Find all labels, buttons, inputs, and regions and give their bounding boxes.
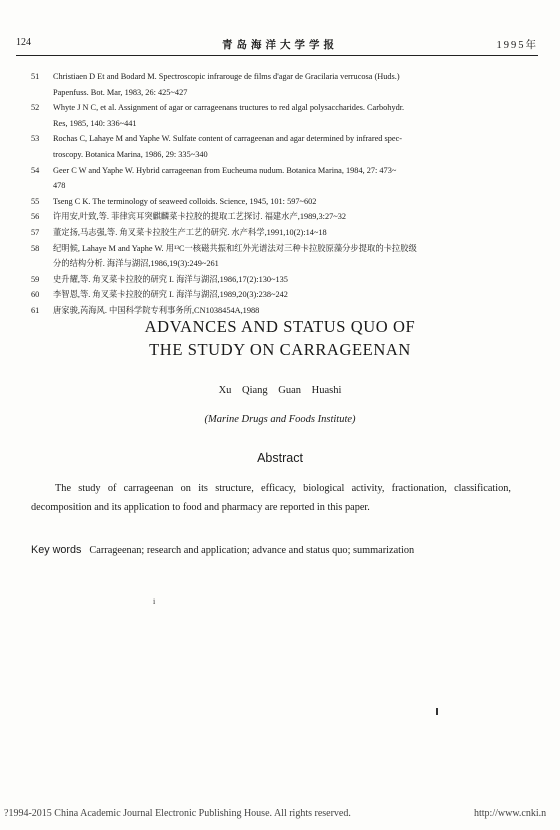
reference-item bbox=[31, 163, 521, 194]
keywords-label: Key words bbox=[31, 544, 82, 556]
reference-item bbox=[31, 241, 521, 272]
authors: Xu Qiang Guan Huashi bbox=[218, 385, 342, 396]
reference-text: 李智恩,等. 角叉菜卡拉胶的研究 I. 海洋与湖沼,1989,20(3):238~242 bbox=[53, 290, 288, 300]
reference-number: 60 bbox=[31, 290, 40, 300]
reference-text: 唐家骏,芮海风. 中国科学院专利事务所,CN1038454A,1988 bbox=[53, 305, 260, 315]
footer-url: http://www.cnki.n bbox=[474, 808, 547, 819]
reference-number: 51 bbox=[31, 72, 40, 81]
stray-tick bbox=[436, 708, 438, 715]
reference-list bbox=[31, 69, 521, 319]
journal-name: 青岛海洋大学学报 bbox=[222, 39, 338, 51]
keywords-text: Carrageenan; research and application; advance and status quo; summarization bbox=[89, 545, 415, 556]
reference-text: 史升耀,等. 角叉菜卡拉胶的研究 I. 海洋与湖沼,1986,17(2):130~135 bbox=[53, 274, 288, 284]
keywords bbox=[31, 541, 511, 560]
reference-text: 许用安,叶致,等. 菲律宾耳突麒麟菜卡拉胶的提取工艺探讨. 福建水产,1989,3:27~32 bbox=[53, 212, 347, 222]
copyright-footer bbox=[4, 808, 560, 819]
reference-text: 纪明候, Lahaye M and Yaphe W. 用¹³C一核磁共振和红外光谱法对三种卡拉胶原藻分步提取的卡拉胶级 bbox=[53, 243, 417, 253]
reference-number: 55 bbox=[31, 196, 40, 206]
header-rule bbox=[16, 55, 538, 56]
reference-text: Rochas C, Lahaye M and Yaphe W. Sulfate content of carrageenan and agar determined by infrared spec- bbox=[53, 134, 403, 144]
reference-text-continued: troscopy. Botanica Marina, 1986, 29: 335~340 bbox=[53, 149, 208, 159]
reference-item bbox=[31, 225, 521, 241]
reference-text-continued: 分的结构分析. 海洋与湖沼,1986,19(3):249~261 bbox=[53, 259, 219, 269]
reference-number: 58 bbox=[31, 243, 40, 253]
reference-text-continued: 478 bbox=[53, 181, 66, 191]
affiliation: (Marine Drugs and Foods Institute) bbox=[204, 414, 356, 425]
running-header bbox=[16, 37, 544, 53]
footer-copyright: ?1994-2015 China Academic Journal Electronic Publishing House. All rights reserved. bbox=[4, 808, 351, 819]
abstract-heading: Abstract bbox=[257, 451, 303, 465]
reference-number: 52 bbox=[31, 103, 40, 113]
reference-number: 53 bbox=[31, 134, 40, 144]
reference-text: 董定扬,马志强,等. 角叉菜卡拉胶生产工艺的研究. 水产科学,1991,10(2):14~18 bbox=[53, 227, 327, 237]
reference-item bbox=[31, 131, 521, 162]
reference-text: Geer C W and Yaphe W. Hybrid carrageenan from Eucheuma nudum. Botanica Marina, 1984, 27: 473~ bbox=[53, 165, 397, 175]
reference-number: 54 bbox=[31, 165, 40, 175]
reference-item bbox=[31, 69, 521, 100]
reference-item bbox=[31, 287, 521, 303]
stray-mark: i bbox=[153, 597, 156, 606]
reference-number: 59 bbox=[31, 274, 40, 284]
page-number: 124 bbox=[16, 37, 31, 48]
title-line-2: THE STUDY ON CARRAGEENAN bbox=[149, 340, 411, 359]
reference-item bbox=[31, 209, 521, 225]
title-line-1: ADVANCES AND STATUS QUO OF bbox=[144, 317, 416, 336]
reference-number: 57 bbox=[31, 227, 40, 237]
abstract-body: The study of carrageenan on its structure, efficacy, biological activity, fractionation, classification, decomposition and its application to food and pharmacy are reported in this paper. bbox=[31, 483, 511, 513]
reference-text-continued: Res, 1985, 140: 336~441 bbox=[53, 118, 137, 128]
reference-item bbox=[31, 194, 521, 210]
paper-title bbox=[0, 315, 560, 361]
publication-year: 1995年 bbox=[496, 40, 538, 51]
reference-text: Tseng C K. The terminology of seaweed colloids. Science, 1945, 101: 597~602 bbox=[53, 196, 317, 206]
reference-text: Christiaen D Et and Bodard M. Spectroscopic infrarouge de films d'agar de Gracilaria verrucosa (Huds.) bbox=[53, 72, 400, 81]
reference-text: Whyte J N C, et al. Assignment of agar or carrageenans tructures to red algal polysaccharides. Carbohydr. bbox=[53, 103, 405, 113]
reference-item bbox=[31, 100, 521, 131]
reference-number: 61 bbox=[31, 305, 40, 315]
reference-text-continued: Papenfuss. Bot. Mar, 1983, 26: 425~427 bbox=[53, 87, 188, 97]
reference-number: 56 bbox=[31, 212, 40, 222]
reference-item bbox=[31, 272, 521, 288]
